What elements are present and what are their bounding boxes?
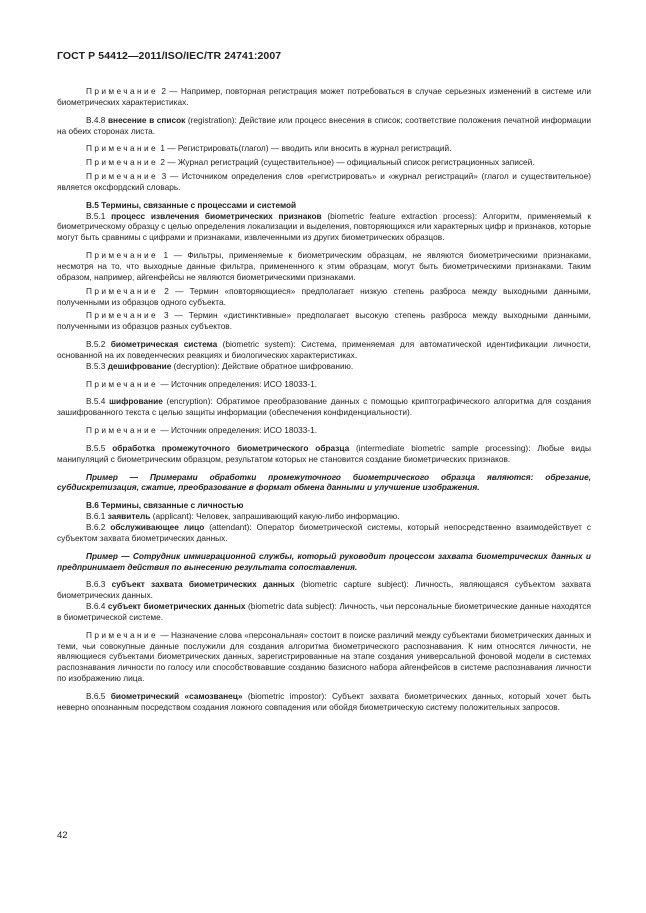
section-heading: В.5 Термины, связанные с процессами и системой: [86, 199, 297, 210]
note-paragraph: Примечание 2 — Журнал регистраций (существительное) — официальный список регистрационных записей.: [86, 157, 535, 168]
note-paragraph: Примечание — Источник определения: ИСО 18033-1.: [86, 425, 318, 436]
page-header: ГОСТ Р 54412—2011/ISO/IEC/TR 24741:2007: [57, 50, 282, 62]
note-paragraph: Примечание 2 — Например, повторная регистрация может потребоваться в случае серьезных изменений в системе или биометрических характеристиках.: [57, 86, 591, 107]
term-paragraph: В.5.5 обработка промежуточного биометрического образца (intermediate biometric sample processing): Любые виды манипуляций с биометрическим образцом, результатом которых не становится создание биометрических признаков.: [57, 442, 591, 464]
note-paragraph: Примечание 1 — Фильтры, применяемые к биометрическим образцам, не являются биометрическими признаками, несмотря на то, что выходные данные фильтра, примененного к этим образцам, могут быть биометрическими признаками. Таким образом, например, айгенфейсы не являются биометрическими признаками.: [57, 250, 591, 282]
term-paragraph: В.5.4 шифрование (encryption): Обратимое преобразование данных с помощью криптографического алгоритма для создания зашифрованного текста с целью защиты информации (обеспечения конфиденциальности).: [57, 396, 591, 418]
note-paragraph: Примечание — Назначение слова «персональная» состоит в поиске различий между субъектами биометрических данных и теми, чьи совокупные данные послужили для создания алгоритма биометрического распознавания. К ним относятся личности, не являющиеся субъектами биометрических данных, зарегистрированные на этапе создания универсальной фоновой модели в системах распознавания личности по голосу или способствовавшие созданию базисного набора айгенфейсов в системе распознавания личности по изображению лица.: [57, 629, 591, 684]
term-paragraph: В.5.3 дешифрование (decryption): Действие обратное шифрованию.: [86, 360, 354, 371]
note-paragraph: Примечание — Источник определения: ИСО 18033-1.: [86, 378, 318, 389]
term-paragraph: В.5.2 биометрическая система (biometric system): Система, применяемая для автоматической идентификации личности, основанной на их поведенческих реакциях и биологических характеристиках.: [57, 339, 591, 360]
term-paragraph: В.5.1 процесс извлечения биометрических признаков (biometric feature extraction process): Алгоритм, применяемый к биометрическому образцу с целью определения локализации и выделения, повторяющихся или характерных цифр и признаков, которые могут быть сравнимы с цифрами и признаками, извлеченными из других биометрических образцов.: [57, 210, 591, 243]
note-paragraph: Примечание 2 — Термин «повторяющиеся» предполагает низкую степень разброса между выходными данными, полученными из образцов одного субъекта.: [57, 285, 591, 307]
document-body: [57, 79, 591, 713]
term-paragraph: В.6.3 субъект захвата биометрических данных (biometric capture subject): Личность, являющаяся субъектом захвата биометрических данных.: [57, 579, 592, 601]
note-paragraph: Примечание 1 — Регистрировать(глагол) — вводить или вносить в журнал регистраций.: [86, 143, 452, 154]
example-paragraph: Пример — Примерами обработки промежуточного биометрического образца являются: обрезание, субдискретизация, сжатие, преобразование в формат обмена данными и улучшение изображения.: [57, 471, 591, 493]
term-paragraph: В.4.8 внесение в список (registration): Действие или процесс внесения в список; соответствие положения печатной информации на обеих сторонах листа.: [57, 114, 592, 136]
term-paragraph: В.6.2 обслуживающее лицо (attendant): Оператор биометрической системы, который непосредственно взаимодействует с субъектом захвата биометрических данных.: [57, 522, 591, 543]
section-heading: В.6 Термины, связанные с личностью: [86, 500, 244, 511]
term-paragraph: В.6.5 биометрический «самозванец» (biometric impostor): Субъект захвата биометрических данных, который хочет быть неверно опознанным посредством создания ложного совпадения или обойдя биометрическую систему положительных запросов.: [57, 690, 591, 712]
example-paragraph: Пример — Сотрудник иммиграционной службы, который руководит процессом захвата биометрических данных и предпринимает действия по вынесению результата сопоставления.: [57, 550, 591, 572]
note-paragraph: Примечание 3 — Термин «дистинктивные» предполагает высокую степень разброса между выходными данными, полученными из образцов разных субъектов.: [57, 310, 591, 332]
term-paragraph: В.6.4 субъект биометрических данных (biometric data subject): Личность, чьи персональные биометрические данные находятся в биометрической системе.: [57, 601, 591, 622]
page-number: 42: [57, 830, 68, 841]
note-paragraph: Примечание 3 — Источником определения слов «регистрировать» и «журнал регистраций» (глагол и существительное) является оксфордский словарь.: [57, 171, 591, 192]
term-paragraph: В.6.1 заявитель (applicant): Человек, запрашивающий какую-либо информацию.: [86, 511, 400, 522]
